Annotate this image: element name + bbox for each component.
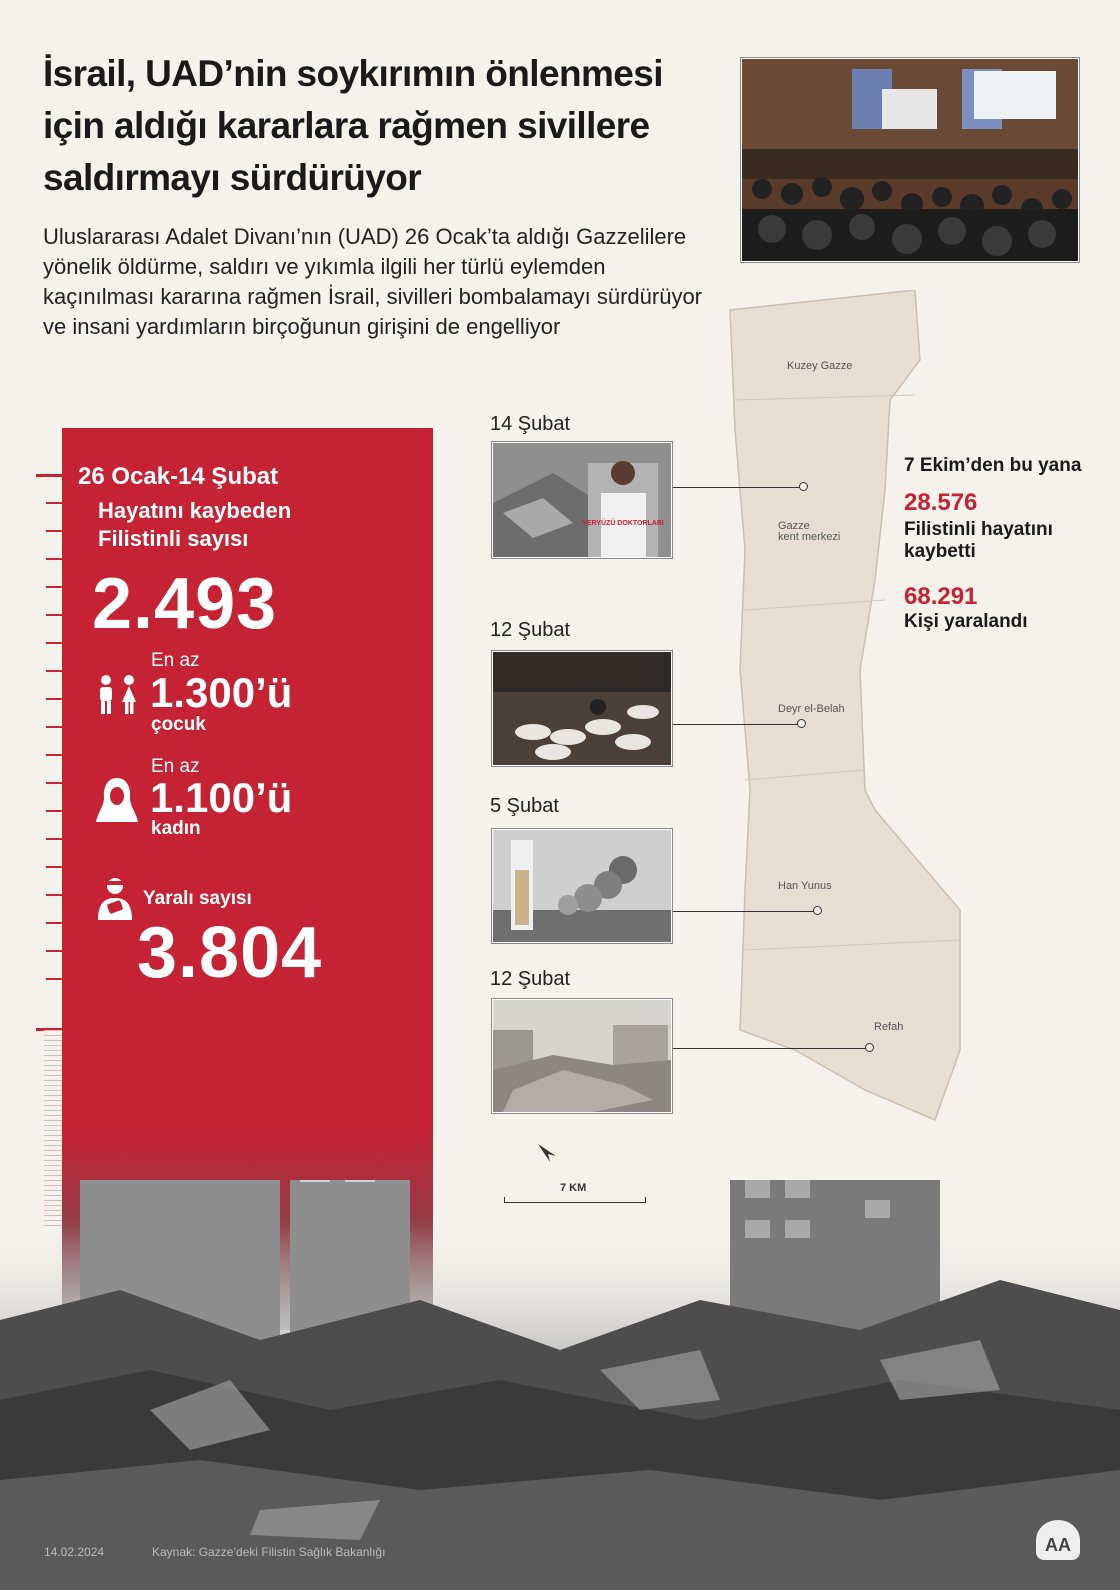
- location-dot-2: [797, 719, 806, 728]
- women-prefix: En az: [151, 756, 200, 777]
- event-date-4: 12 Şubat: [490, 968, 571, 990]
- lead-paragraph: Uluslararası Adalet Divanı’nın (UAD) 26 Ocak’ta aldığı Gazzelilere yönelik öldürme, saldırı ve yıkımla ilgili her türlü eylemden kaçınılması kararına rağmen İsrail, sivilleri bombalamayı sürdürüyor ve insani yardımların birçoğunun girişini de engelliyor: [43, 224, 703, 339]
- stats-killed-value: 28.576: [904, 489, 978, 516]
- gaza-map: [725, 290, 985, 1140]
- panel-ruler: [36, 474, 62, 1034]
- children-value: 1.300’ü: [150, 669, 293, 716]
- location-dot-3: [813, 906, 822, 915]
- event-photo-1: [492, 442, 672, 558]
- location-dot-4: [865, 1043, 874, 1052]
- map-label-khan: Han Yunus: [778, 880, 832, 892]
- connector-line-2: [670, 724, 800, 725]
- event-date-1: 14 Şubat: [490, 413, 571, 435]
- panel-killed-value: 2.493: [92, 564, 278, 644]
- rubble-background: [0, 1180, 1120, 1590]
- footer-source: Kaynak: Gazze’deki Filistin Sağlık Bakanlığı: [152, 1545, 386, 1559]
- children-icon: [94, 674, 142, 716]
- map-label-rafah: Refah: [874, 1021, 904, 1033]
- connector-line-4: [670, 1048, 868, 1049]
- aa-logo: [1036, 1520, 1080, 1560]
- event-photo-3: [492, 829, 672, 943]
- panel-date-range: 26 Ocak-14 Şubat: [78, 463, 279, 490]
- scale-label: 7 KM: [560, 1182, 587, 1194]
- women-label: kadın: [151, 818, 201, 839]
- connector-line-1: [670, 487, 803, 488]
- women-value: 1.100’ü: [150, 774, 293, 821]
- injured-label: Yaralı sayısı: [143, 888, 252, 909]
- footer-date: 14.02.2024: [44, 1545, 105, 1559]
- stats-killed-label: Filistinli hayatını kaybetti: [904, 519, 1053, 562]
- panel-killed-label: Hayatını kaybeden Filistinli sayısı: [98, 498, 292, 551]
- compass-arrow-icon: [536, 1142, 560, 1166]
- stats-injured-label: Kişi yaralandı: [904, 611, 1028, 632]
- injured-value: 3.804: [137, 913, 323, 993]
- children-prefix: En az: [151, 650, 200, 671]
- injured-person-icon: [94, 876, 136, 920]
- woman-icon: [94, 776, 140, 824]
- event-date-2: 12 Şubat: [490, 619, 571, 641]
- map-label-gaza-city-2: kent merkezi: [778, 531, 841, 543]
- map-label-gaza-city-1: Gazze: [778, 520, 810, 532]
- map-label-north: Kuzey Gazze: [787, 360, 853, 372]
- page-title: İsrail, UAD’nin soykırımın önlenmesi için aldığı kararlara rağmen sivillere saldırmayı sürdürüyor: [43, 53, 663, 198]
- location-dot-1: [799, 482, 808, 491]
- children-label: çocuk: [151, 714, 206, 735]
- event-photo-2: [492, 651, 672, 766]
- stats-block: [904, 455, 1084, 633]
- event-date-3: 5 Şubat: [490, 795, 559, 817]
- connector-line-3: [670, 911, 816, 912]
- event-photo-4: [492, 999, 672, 1113]
- stats-injured-value: 68.291: [904, 583, 978, 610]
- court-photo: [741, 58, 1079, 262]
- badge-text: YERYÜZÜ DOKTORLARI: [582, 520, 664, 527]
- aa-logo-text: AA: [1045, 1535, 1071, 1555]
- map-label-deir: Deyr el-Belah: [778, 703, 845, 715]
- stats-since: 7 Ekim’den bu yana: [904, 455, 1082, 476]
